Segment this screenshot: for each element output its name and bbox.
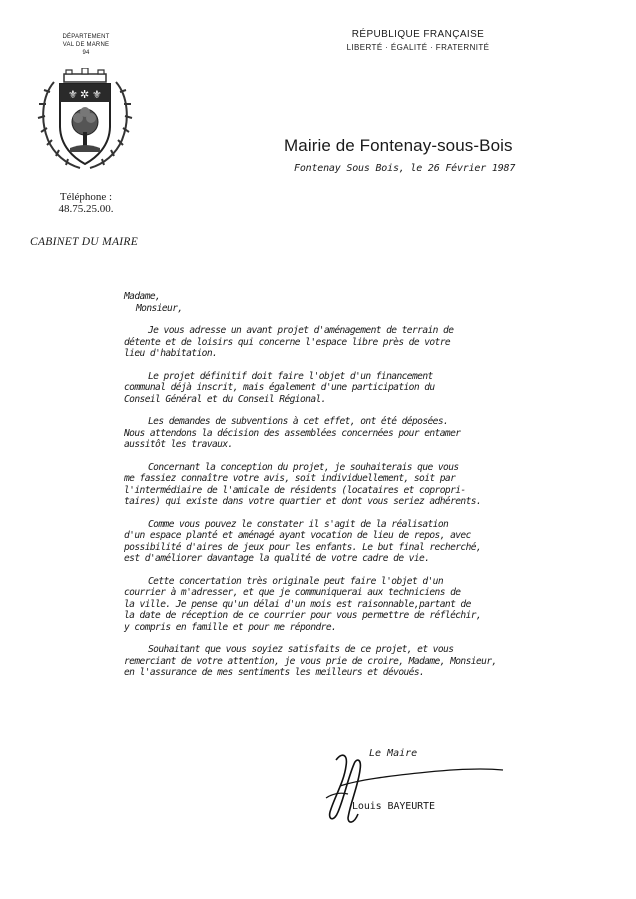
paragraph-5-line-4: est d'améliorer davantage la qualité de votre cadre de vie.: [124, 553, 430, 564]
phone-number: 48.75.25.00.: [58, 203, 114, 215]
department-line-1: DÉPARTEMENT: [62, 34, 110, 40]
dateline: Fontenay Sous Bois, le 26 Février 1987: [294, 163, 516, 174]
paragraph-6-line-5: y compris en famille et pour me répondre.: [124, 621, 337, 633]
signature-name: Louis BAYEURTE: [352, 801, 435, 812]
coat-of-arms-icon: [36, 68, 134, 172]
paragraph-1-line-3: lieu d'habitation.: [124, 348, 218, 359]
paragraph-3-line-3: aussitôt les travaux.: [124, 439, 233, 450]
salutation-line-2: Monsieur,: [136, 302, 183, 314]
signature-block: [318, 742, 518, 832]
paragraph-5-line-2: d'un espace planté et aménagé ayant vocation de lieu de repos, avec: [124, 530, 471, 541]
svg-text:⚜: ⚜: [92, 88, 102, 101]
paragraph-1-line-2: détente et de loisirs qui concerne l'espace libre près de votre: [124, 336, 451, 348]
department-label: [46, 33, 126, 57]
cabinet-label: CABINET DU MAIRE: [30, 236, 139, 248]
paragraph-7-line-1: Souhaitant que vous soyiez satisfaits de ce projet, et vous: [148, 644, 454, 655]
paragraph-5-line-3: possibilité d'aires de jeux pour les enfants. Le but final recherché,: [124, 541, 482, 553]
paragraph-2-line-2: communal déjà inscrit, mais également d'une participation du: [124, 382, 435, 393]
paragraph-6-line-1: Cette concertation très originale peut faire l'objet d'un: [148, 575, 444, 587]
paragraph-3-line-2: Nous attendons la décision des assemblées concernées pour entamer: [124, 427, 461, 439]
paragraph-7-line-2: remerciant de votre attention, je vous prie de croire, Madame, Monsieur,: [124, 655, 497, 667]
paragraph-2-line-3: Conseil Général et du Conseil Régional.: [124, 393, 326, 405]
salutation-line-1: Madame,: [124, 291, 161, 302]
republic-name: RÉPUBLIQUE FRANÇAISE: [351, 29, 485, 40]
paragraph-6-line-4: la date de réception de ce courrier pour vous permettre de réfléchir,: [124, 610, 482, 621]
republic-header: [320, 28, 516, 54]
paragraph-1-line-1: Je vous adresse un avant projet d'aménagement de terrain de: [148, 325, 454, 336]
phone-block: [40, 191, 132, 215]
department-line-3: 94: [82, 50, 90, 56]
letter-body: [124, 291, 614, 679]
paragraph-7-line-3: en l'assurance de mes sentiments les meilleurs et dévoués.: [124, 667, 425, 678]
paragraph-6-line-2: courrier à m'adresser, et que je communiquerai aux techniciens de: [124, 587, 461, 598]
paragraph-5-line-1: Comme vous pouvez le constater il s'agit de la réalisation: [148, 518, 449, 530]
svg-text:✲: ✲: [80, 88, 90, 101]
svg-text:⚜: ⚜: [68, 88, 78, 101]
republic-motto: LIBERTÉ · ÉGALITÉ · FRATERNITÉ: [346, 43, 490, 52]
paragraph-4-line-2: me fassiez connaître votre avis, soit individuellement, soit par: [124, 473, 456, 484]
paragraph-4-line-1: Concernant la conception du projet, je souhaiterais que vous: [148, 461, 459, 473]
paragraph-3-line-1: Les demandes de subventions à cet effet, ont été déposées.: [148, 416, 449, 427]
handwritten-signature-icon: [318, 742, 518, 832]
paragraph-6-line-3: la ville. Je pense qu'un délai d'un mois est raisonnable,partant de: [124, 598, 471, 610]
mairie-title: Mairie de Fontenay-sous-Bois: [284, 136, 513, 155]
paragraph-2-line-1: Le projet définitif doit faire l'objet d'un financement: [148, 370, 433, 382]
phone-label: Téléphone :: [59, 191, 113, 203]
paragraph-4-line-3: l'intermédiaire de l'amicale de résidents (locataires et copropri-: [124, 484, 466, 496]
signature-title: Le Maire: [369, 748, 418, 759]
department-line-2: VAL DE MARNE: [62, 42, 110, 48]
paragraph-4-line-4: taires) qui existe dans votre quartier et dont vous seriez adhérents.: [124, 496, 482, 507]
